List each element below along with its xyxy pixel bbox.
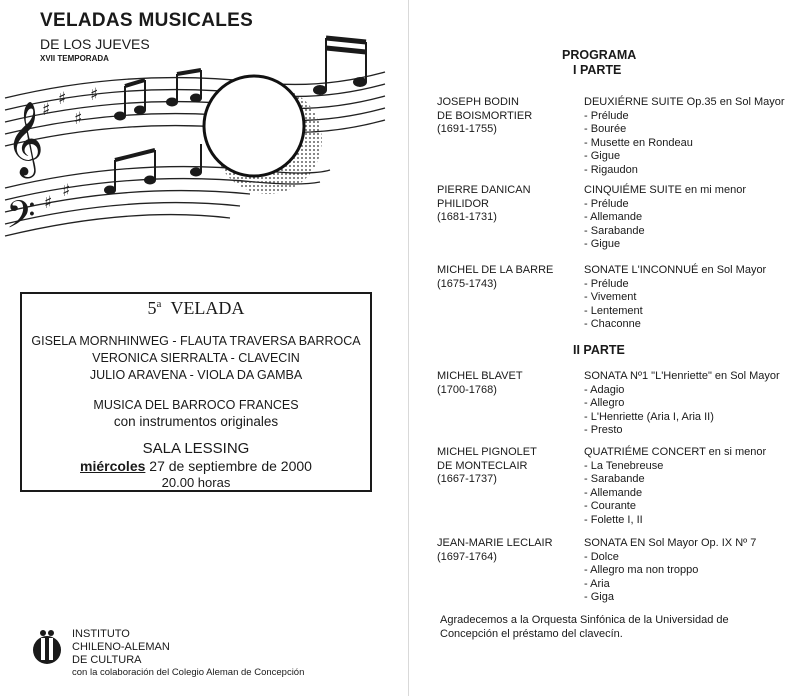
work [584,446,794,527]
staff-lines-upper [5,72,385,146]
composer-line: DE MONTECLAIR [437,459,528,472]
series-title: VELADAS MUSICALES [40,10,254,31]
composer-line: JEAN-MARIE LECLAIR [437,537,553,549]
sharps-icon [42,85,98,213]
composer-name [437,184,531,225]
treble-clef-icon: 𝄞 [6,102,44,176]
composer-line: DE BOISMORTIER [437,109,533,122]
movement-item: - Giga [584,591,794,605]
composer-line: MICHEL PIGNOLET [437,446,537,458]
movement-item: - Prélude [584,278,794,292]
movement-list [584,384,794,438]
bass-clef-icon: 𝄢 [6,192,36,246]
work [584,264,794,332]
movement-item: - Adagio [584,384,794,398]
institute-name-line: DE CULTURA [72,654,142,666]
music-style: MUSICA DEL BARROCO FRANCES [93,398,299,412]
composer-name [437,446,537,487]
performer-line: GISELA MORNHINWEG - FLAUTA TRAVERSA BARROCA [31,334,361,348]
collaboration-note: con la colaboración del Colegio Aleman de Concepción [72,667,305,678]
movement-item: - L'Henriette (Aria I, Aria II) [584,411,794,425]
movement-item: - Rigaudon [584,164,794,178]
composer-name [437,264,553,291]
svg-text:♯: ♯ [74,109,83,129]
movement-item: - Sarabande [584,473,794,487]
movement-item: - Prélude [584,198,794,212]
music-staff-illustration [0,20,400,250]
concert-label: VELADA [170,298,245,318]
composer-line: (1697-1764) [437,550,497,563]
composer-line: (1681-1731) [437,211,497,223]
institute-name-line: INSTITUTO [72,628,130,640]
movement-item: - Vivement [584,291,794,305]
composer-line: (1675-1743) [437,277,497,290]
concert-time: 20.00 horas [161,475,231,490]
performer-line: VERONICA SIERRALTA - CLAVECIN [92,351,300,365]
movement-item: - Allemande [584,487,794,501]
concert-number-suffix: a [156,298,162,310]
composer-line: MICHEL DE LA BARRE [437,264,554,276]
work-title: CINQUIÉME SUITE en mi menor [584,184,746,196]
work-title: SONATA EN Sol Mayor Op. IX Nº 7 [584,537,757,549]
institute-name-line: CHILENO-ALEMAN [72,641,170,653]
movement-list [584,198,794,252]
movement-item: - Gigue [584,238,794,252]
work-title: SONATA Nº1 "L'Henriette" en Sol Mayor [584,370,780,382]
work [584,96,794,177]
season-label: XVII TEMPORADA [40,54,109,63]
composer-line: (1667-1737) [437,473,497,485]
series-subtitle: DE LOS JUEVES [40,36,150,52]
movement-item: - Dolce [584,551,794,565]
movement-item: - Chaconne [584,318,794,332]
movement-item: - Folette I, II [584,514,794,528]
svg-text:♯: ♯ [42,100,51,120]
svg-text:♯: ♯ [90,85,99,105]
movement-item: - Musette en Rondeau [584,137,794,151]
concert-date-text: 27 de septiembre de 2000 [149,458,312,474]
composer-line: MICHEL BLAVET [437,370,523,382]
composer-line: (1700-1768) [437,383,497,396]
composer-line: (1691-1755) [437,123,497,135]
composer-line: JOSEPH BODIN [437,96,519,108]
concert-number [22,298,370,319]
movement-item: - Allegro ma non troppo [584,564,794,578]
movement-list [584,460,794,528]
movement-list [584,551,794,605]
concert-info-box [20,292,372,492]
performer-line: JULIO ARAVENA - VIOLA DA GAMBA [89,368,303,382]
movement-item: - Presto [584,424,794,438]
work [584,184,794,252]
movement-item: - Bourée [584,123,794,137]
institute-logo-icon [30,628,64,668]
movement-item: - Courante [584,500,794,514]
svg-text:♯: ♯ [58,89,67,109]
movement-item: - La Tenebreuse [584,460,794,474]
work-title: SONATE L'INCONNUÉ en Sol Mayor [584,264,767,276]
composer-name [437,370,523,397]
concert-day: miércoles [80,458,146,474]
part-two-heading: II PARTE [573,343,625,357]
work-title: DEUXIÉRNE SUITE Op.35 en Sol Mayor [584,96,785,108]
composer-line: PHILIDOR [437,197,489,210]
svg-text:♯: ♯ [62,181,71,201]
composer-name [437,96,532,137]
concert-number-value: 5 [147,298,157,318]
part-one-heading: I PARTE [573,63,622,77]
venue: SALA LESSING [142,440,250,457]
program-heading: PROGRAMA [562,48,637,62]
movement-item: - Aria [584,578,794,592]
concert-date [22,458,370,474]
work [584,370,794,438]
circle-icon [204,76,304,176]
movement-item: - Gigue [584,150,794,164]
movement-list [584,110,794,178]
movement-item: - Allegro [584,397,794,411]
composer-name [437,537,553,564]
page-fold [408,0,409,696]
acknowledgement: Agradecemos a la Orquesta Sinfónica de la Universidad de Concepción el préstamo del clavecín. [440,614,729,640]
movement-item: - Allemande [584,211,794,225]
composer-line: PIERRE DANICAN [437,184,531,196]
movement-item: - Prélude [584,110,794,124]
movement-list [584,278,794,332]
movement-item: - Sarabande [584,225,794,239]
movement-item: - Lentement [584,305,794,319]
instruments-note: con instrumentos originales [113,414,279,429]
svg-text:♯: ♯ [44,193,53,213]
work-title: QUATRIÉME CONCERT en si menor [584,446,767,458]
work [584,537,794,605]
